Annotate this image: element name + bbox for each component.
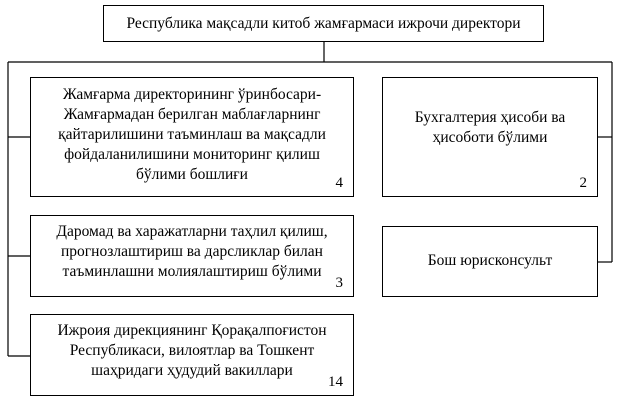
executive-director-label: Республика мақсадли китоб жамғармаси ижрочи директори <box>126 15 521 32</box>
accounting-staff-count: 2 <box>579 175 587 191</box>
chief-legal-counsel-box <box>382 226 598 297</box>
deputy-director-line: фойдаланилишини мониторинг қилиш <box>64 146 320 163</box>
accounting-department-line: ҳисоботи бўлими <box>432 129 548 146</box>
income-expense-staff-count: 3 <box>335 275 343 291</box>
regional-representatives-line: Республикаси, вилоятлар ва Тошкент <box>69 342 315 359</box>
executive-director-box <box>103 5 544 42</box>
accounting-department-label <box>383 108 597 148</box>
income-expense-department-box <box>30 215 354 297</box>
regional-representatives-label <box>31 321 353 381</box>
income-expense-line: прогнозлаштириш ва дарсликлар билан <box>61 243 323 260</box>
accounting-department-line: Бухгалтерия ҳисоби ва <box>414 109 566 126</box>
income-expense-line: Даромад ва харажатларни таҳлил қилиш, <box>56 223 328 240</box>
deputy-director-label <box>31 85 353 185</box>
accounting-department-box <box>382 77 598 197</box>
chief-legal-counsel-label <box>383 251 597 271</box>
regional-representatives-line: шаҳридаги ҳудудий вакиллари <box>91 362 293 379</box>
deputy-director-line: бўлими бошлиғи <box>136 166 248 183</box>
deputy-director-line: қайтарилишини таъминлаш ва мақсадли <box>58 126 326 143</box>
income-expense-department-label <box>31 222 353 282</box>
regional-representatives-line: Ижроия дирекциянинг Қорақалпоғистон <box>57 322 327 339</box>
deputy-staff-count: 4 <box>335 175 343 191</box>
deputy-director-box <box>30 77 354 197</box>
chief-legal-counsel-line: Бош юрисконсульт <box>427 252 553 269</box>
regional-representatives-staff-count: 14 <box>328 374 343 390</box>
deputy-director-line: Жамғарма директорининг ўринбосари- <box>62 86 322 103</box>
deputy-director-line: Жамғармадан берилган маблағларнинг <box>63 106 321 123</box>
regional-representatives-box <box>30 314 354 396</box>
income-expense-line: таъминлашни молиялаштириш бўлими <box>62 263 322 280</box>
